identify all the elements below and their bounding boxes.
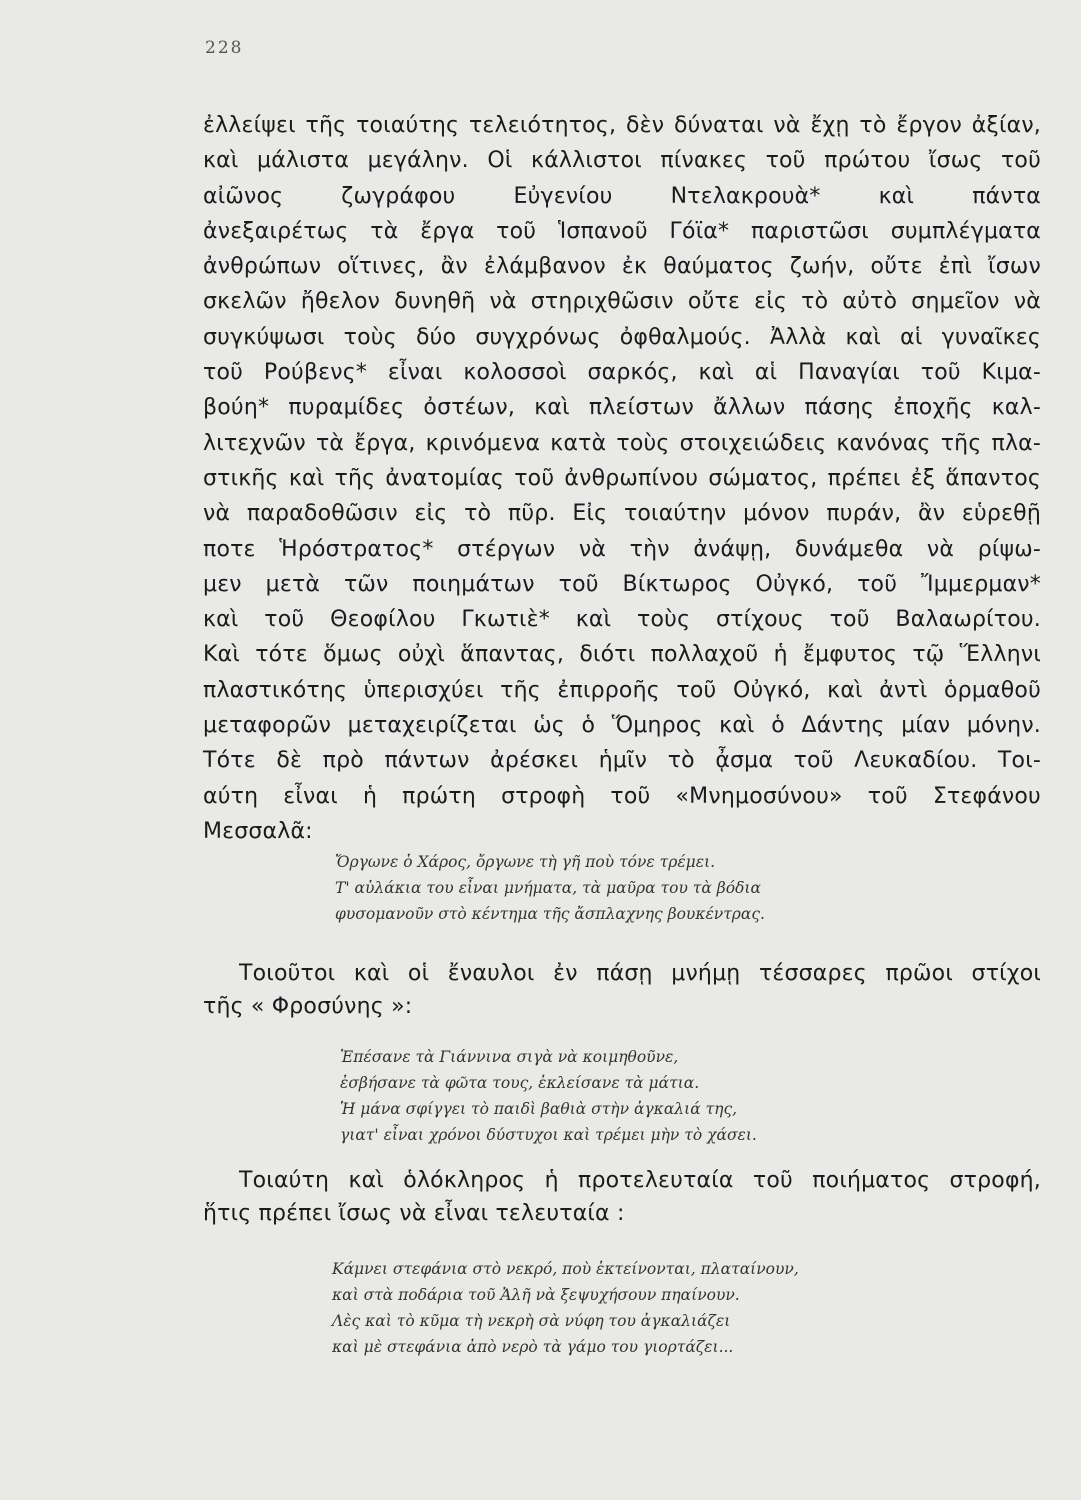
- text-line: Τότε δὲ πρὸ πάντων ἀρέσκει ἡμῖν τὸ ᾆσμα τοῦ Λευκαδίου. Τοι-: [203, 748, 1041, 774]
- text-line: Μεσσαλᾶ:: [203, 818, 313, 844]
- verse-block-penultimate: [332, 1256, 799, 1360]
- text-line: τῆς « Φροσύνης »:: [203, 994, 413, 1019]
- text-line: αἰῶνος ζωγράφου Εὐγενίου Ντελακρουὰ* καὶ πάντα: [203, 183, 1041, 209]
- text-line: ἥτις πρέπει ἴσως νὰ εἶναι τελευταία :: [203, 1201, 625, 1226]
- page-number: 228: [205, 38, 244, 58]
- text-line: σκελῶν ἤθελον δυνηθῆ νὰ στηριχθῶσιν οὔτε εἰς τὸ αὐτὸ σημεῖον νὰ: [203, 289, 1041, 315]
- text-line: ἐλλείψει τῆς τοιαύτης τελειότητος, δὲν δύναται νὰ ἔχῃ τὸ ἔργον ἀξίαν,: [203, 113, 1041, 138]
- main-paragraph: [203, 108, 1041, 849]
- text-line: τοῦ Ρούβενς* εἶναι κολοσσοὶ σαρκός, καὶ αἱ Παναγίαι τοῦ Κιμα-: [203, 360, 1041, 386]
- text-line: αύτη εἶναι ἡ πρώτη στροφὴ τοῦ «Μνημοσύνου» τοῦ Στεφάνου: [203, 783, 1041, 809]
- verse-line: Ἐπέσανε τὰ Γιάννινα σιγὰ νὰ κοιμηθοῦνε,: [340, 1048, 679, 1066]
- verse-line: καὶ στὰ ποδάρια τοῦ Ἀλῆ νὰ ξεψυχήσουν πηαίνουν.: [332, 1286, 740, 1304]
- text-line: ποτε Ἡρόστρατος* στέργων νὰ τὴν ἀνάψῃ, δυνάμεθα νὰ ρίψω-: [203, 536, 1041, 562]
- text-line: καὶ τοῦ Θεοφίλου Γκωτιὲ* καὶ τοὺς στίχους τοῦ Βαλαωρίτου.: [203, 607, 1041, 633]
- verse-block-mnimosyno: [335, 849, 765, 927]
- text-line: ἀνθρώπων οἵτινες, ἂν ἐλάμβανον ἐκ θαύματος ζωήν, οὔτε ἐπὶ ἴσων: [203, 254, 1041, 280]
- verse-line: φυσομανοῦν στὸ κέντημα τῆς ἄσπλαχνης βουκέντρας.: [335, 905, 765, 923]
- text-line: συγκύψωσι τοὺς δύο συγχρόνως ὀφθαλμούς. Ἀλλὰ καὶ αἱ γυναῖκες: [203, 324, 1041, 350]
- text-line: πλαστικότης ὑπερισχύει τῆς ἐπιρροῆς τοῦ Οὐγκό, καὶ ἀντὶ ὁρμαθοῦ: [203, 677, 1041, 703]
- verse-line: γιατ' εἶναι χρόνοι δύστυχοι καὶ τρέμει μὴν τὸ χάσει.: [340, 1126, 757, 1144]
- verse-line: Λὲς καὶ τὸ κῦμα τὴ νεκρὴ σὰ νύφη του ἀγκαλιάζει: [332, 1312, 731, 1330]
- text-line: βούη* πυραμίδες ὀστέων, καὶ πλείστων ἄλλων πάσης ἐποχῆς καλ-: [203, 395, 1041, 421]
- verse-line: ἐσβήσανε τὰ φῶτα τους, ἐκλείσανε τὰ μάτια.: [340, 1074, 700, 1092]
- text-line: καὶ μάλιστα μεγάλην. Οἱ κάλλιστοι πίνακες τοῦ πρώτου ἴσως τοῦ: [203, 148, 1041, 174]
- verse-line: Ἡ μάνα σφίγγει τὸ παιδὶ βαθιὰ στὴν ἀγκαλιά της,: [340, 1100, 738, 1118]
- text-line: μεταφορῶν μεταχειρίζεται ὡς ὁ Ὅμηρος καὶ ὁ Δάντης μίαν μόνην.: [203, 713, 1041, 739]
- text-line: Τοιοῦτοι καὶ οἱ ἔναυλοι ἐν πάσῃ μνήμῃ τέσσαρες πρῶοι στίχοι: [239, 961, 1041, 986]
- text-line: ἀνεξαιρέτως τὰ ἔργα τοῦ Ἱσπανοῦ Γόϊα* παριστῶσι συμπλέγματα: [203, 218, 1041, 244]
- verse-line: Κάμνει στεφάνια στὸ νεκρό, ποὺ ἐκτείνονται, πλαταίνουν,: [332, 1260, 799, 1278]
- verse-line: Ὄργωνε ὁ Χάρος, ὄργωνε τὴ γῆ ποὺ τόνε τρέμει.: [335, 853, 716, 871]
- text-line: στικῆς καὶ τῆς ἀνατομίας τοῦ ἀνθρωπίνου σώματος, πρέπει ἐξ ἅπαντος: [203, 465, 1041, 491]
- text-line: λιτεχνῶν τὰ ἔργα, κρινόμενα κατὰ τοὺς στοιχειώδεις κανόνας τῆς πλα-: [203, 430, 1041, 456]
- text-line: νὰ παραδοθῶσιν εἰς τὸ πῦρ. Εἰς τοιαύτην μόνον πυράν, ἂν εὑρεθῇ: [203, 501, 1041, 527]
- verse-line: Τ' αὐλάκια του εἶναι μνήματα, τὰ μαῦρα του τὰ βόδια: [335, 879, 761, 897]
- verse-block-frosyni: [340, 1044, 757, 1148]
- paragraph-penultimate-intro: [203, 1164, 1041, 1230]
- text-line: Τοιαύτη καὶ ὁλόκληρος ἡ προτελευταία τοῦ ποιήματος στροφή,: [239, 1168, 1041, 1193]
- text-line: μεν μετὰ τῶν ποιημάτων τοῦ Βίκτωρος Οὐγκό, τοῦ Ἴμμερμαν*: [203, 571, 1041, 597]
- verse-line: καὶ μὲ στεφάνια ἀπὸ νερὸ τὰ γάμο του γιορτάζει...: [332, 1338, 734, 1356]
- text-line: Καὶ τότε ὅμως οὐχὶ ἅπαντας, διότι πολλαχοῦ ἡ ἔμφυτος τῷ Ἕλληνι: [203, 642, 1041, 668]
- paragraph-frosyni-intro: [203, 957, 1041, 1023]
